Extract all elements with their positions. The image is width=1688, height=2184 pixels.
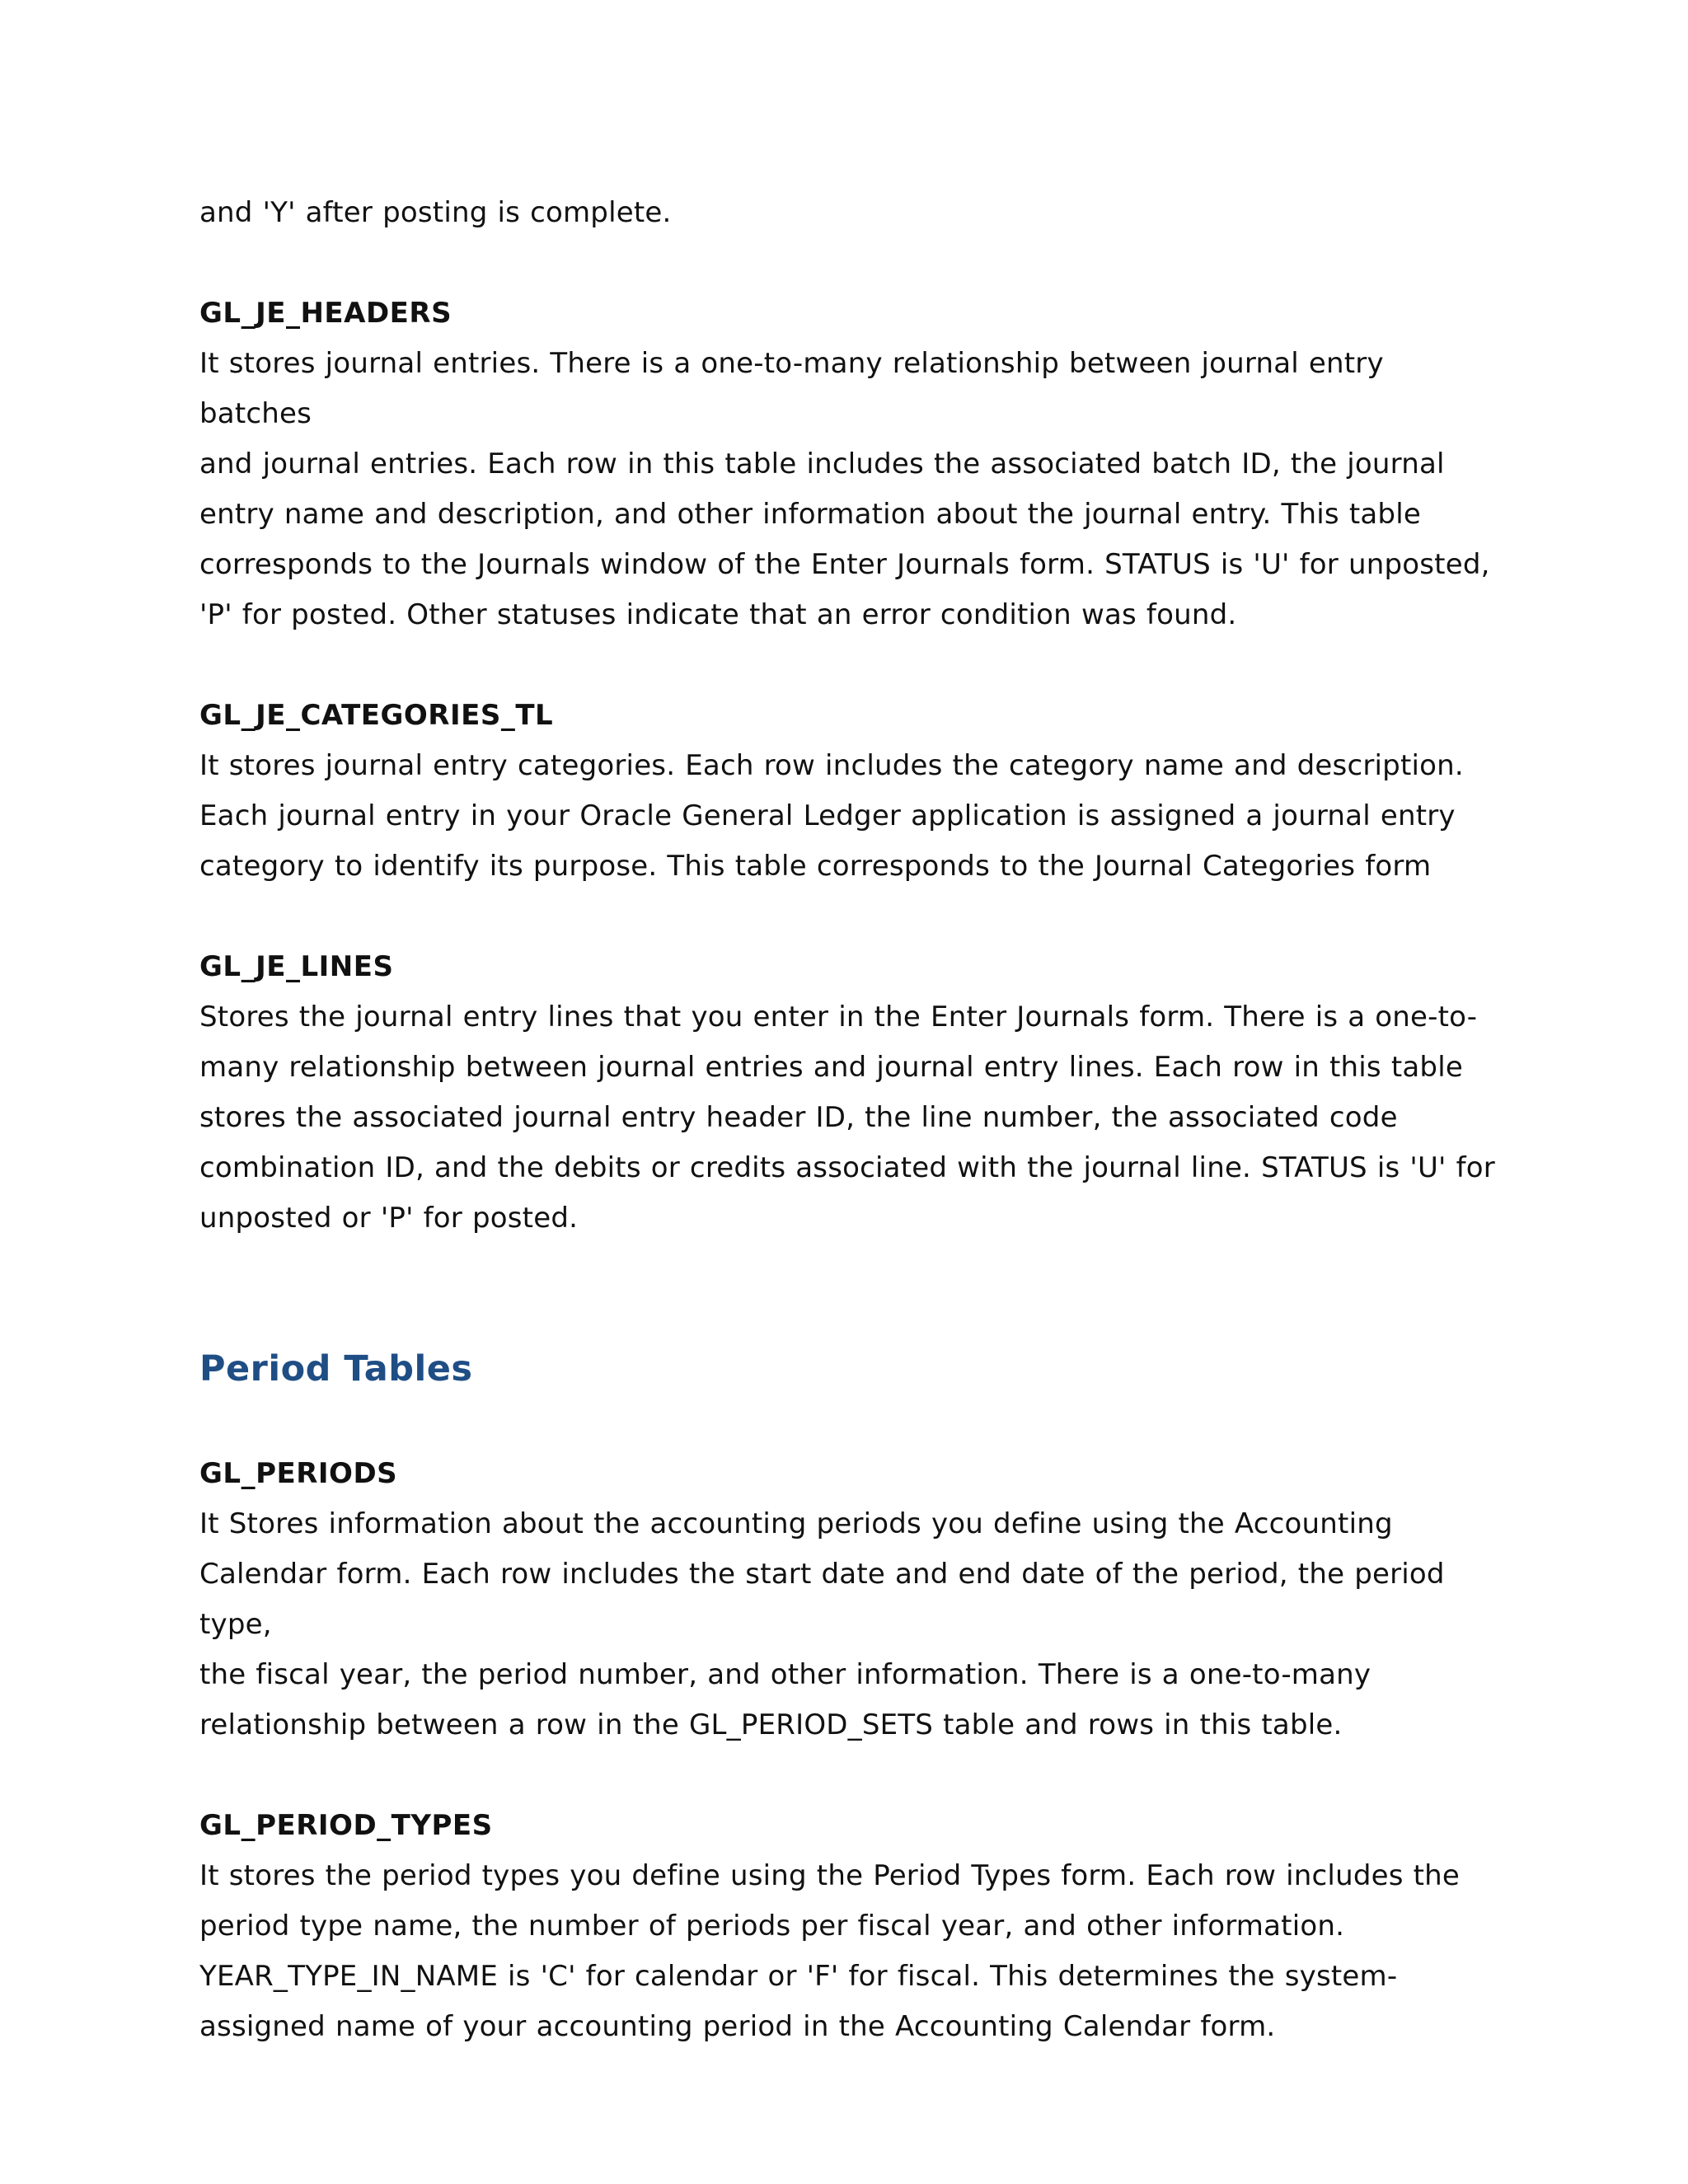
table-entry-gl-je-categories-tl <box>199 691 1502 892</box>
description-line: It stores journal entry categories. Each row includes the category name and description. <box>199 749 1464 782</box>
table-name: GL_PERIODS <box>199 1457 398 1490</box>
description-line: It stores journal entries. There is a one-to-many relationship between journal entry batches <box>199 347 1384 430</box>
table-entry-gl-period-types <box>199 1801 1502 2052</box>
description-line: assigned name of your accounting period in the Accounting Calendar form. <box>199 2010 1276 2043</box>
description-line: period type name, the number of periods per fiscal year, and other information. <box>199 1910 1345 1943</box>
document-body <box>199 188 1502 2052</box>
description-line: It stores the period types you define using the Period Types form. Each row includes the <box>199 1859 1461 1892</box>
description-line: the fiscal year, the period number, and other information. There is a one-to-many <box>199 1658 1372 1691</box>
table-name: GL_PERIOD_TYPES <box>199 1809 493 1842</box>
description-line: corresponds to the Journals window of the Enter Journals form. STATUS is 'U' for unposted, <box>199 548 1490 581</box>
description-line: Calendar form. Each row includes the start date and end date of the period, the period type, <box>199 1558 1445 1641</box>
table-name: GL_JE_CATEGORIES_TL <box>199 699 554 732</box>
table-entry-gl-je-lines <box>199 942 1502 1244</box>
intro-line: and 'Y' after posting is complete. <box>199 196 672 229</box>
table-name: GL_JE_HEADERS <box>199 297 452 330</box>
description-line: and journal entries. Each row in this table includes the associated batch ID, the journal <box>199 448 1445 480</box>
table-entry-gl-periods <box>199 1449 1502 1750</box>
description-line: entry name and description, and other information about the journal entry. This table <box>199 498 1421 531</box>
section-heading-period-tables: Period Tables <box>199 1348 473 1390</box>
description-line: Each journal entry in your Oracle General Ledger application is assigned a journal entry <box>199 799 1456 832</box>
description-line: many relationship between journal entries and journal entry lines. Each row in this table <box>199 1051 1463 1084</box>
description-line: unposted or 'P' for posted. <box>199 1202 579 1235</box>
description-line: stores the associated journal entry header ID, the line number, the associated code <box>199 1101 1398 1134</box>
table-name: GL_JE_LINES <box>199 950 394 983</box>
description-line: 'P' for posted. Other statuses indicate that an error condition was found. <box>199 598 1237 631</box>
description-line: Stores the journal entry lines that you enter in the Enter Journals form. There is a one-to- <box>199 1001 1478 1033</box>
description-line: relationship between a row in the GL_PERIOD_SETS table and rows in this table. <box>199 1708 1343 1741</box>
description-line: YEAR_TYPE_IN_NAME is 'C' for calendar or 'F' for fiscal. This determines the system- <box>199 1960 1398 1993</box>
description-line: category to identify its purpose. This table corresponds to the Journal Categories form <box>199 850 1432 883</box>
table-entry-gl-je-headers <box>199 288 1502 640</box>
description-line: combination ID, and the debits or credits associated with the journal line. STATUS is 'U' for <box>199 1151 1495 1184</box>
description-line: It Stores information about the accounting periods you define using the Accounting <box>199 1507 1393 1540</box>
